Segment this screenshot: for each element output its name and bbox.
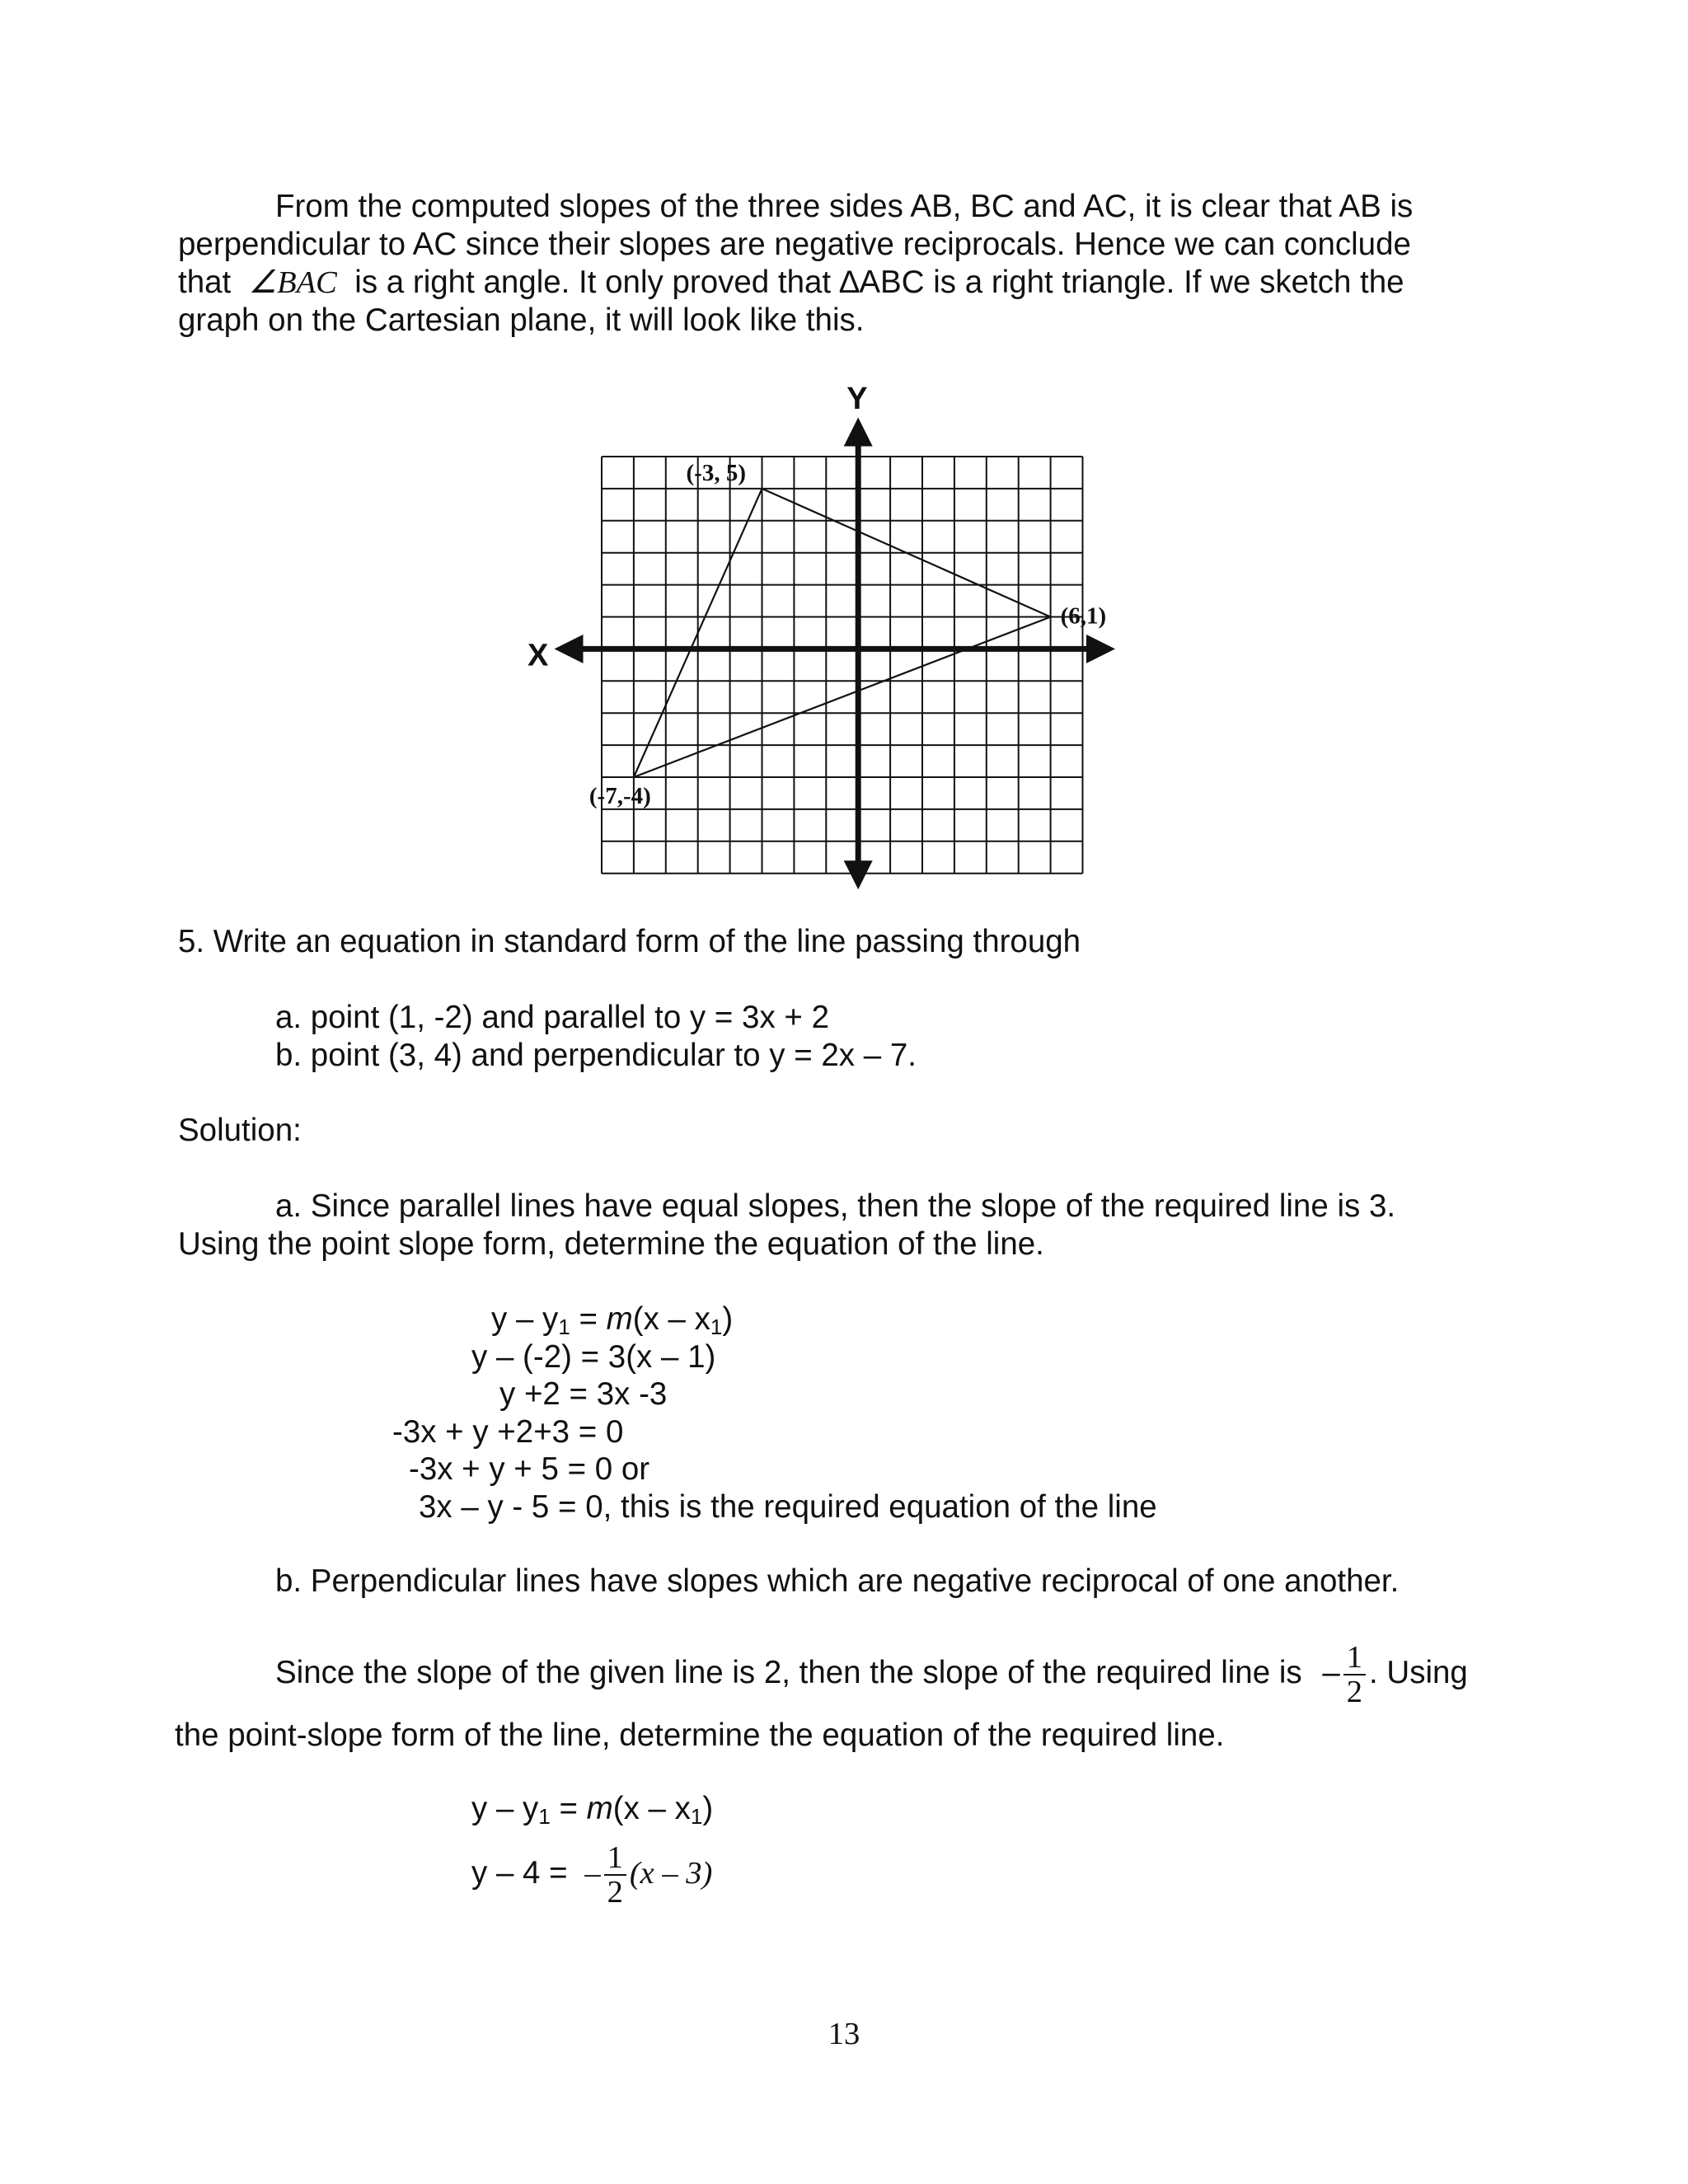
point-label: (-7,-4) [588,783,651,809]
problem-heading: 5. Write an equation in standard form of the line passing through [178,924,1081,959]
fraction-one-half [1343,1641,1366,1708]
x-axis-label: X [528,638,549,673]
subscript: 1 [710,1315,723,1339]
eq-a-1-close: ) [722,1301,734,1337]
eq-b-1-equals: = [550,1791,587,1826]
subscript: 1 [690,1804,703,1829]
negative-sign: – [584,1856,601,1891]
triangle [634,489,1051,777]
subscript: 1 [558,1315,570,1339]
problem-item-a: a. point (1, -2) and parallel to y = 3x + 2 [275,1000,830,1035]
negative-sign: – [1322,1655,1340,1690]
eq-a-4: -3x + y +2+3 = 0 [392,1414,624,1450]
intro-line-4: graph on the Cartesian plane, it will look like this. [178,302,865,338]
eq-b-1-start: y – y [471,1791,539,1826]
eq-b-2 [471,1836,712,1910]
solution-b-line-2-end: . Using [1369,1655,1468,1690]
point-labels [589,460,1106,809]
solution-b-line-2-start: Since the slope of the given line is 2, then the slope of the required line is [275,1655,1302,1690]
grid-lines [602,457,1083,874]
cartesian-graph [495,371,1154,898]
solution-a-paragraph [178,1188,1510,1263]
eq-a-1-start: y – y [491,1301,559,1337]
fraction-numerator: 1 [604,1841,626,1876]
eq-a-2: y – (-2) = 3(x – 1) [471,1339,716,1375]
intro-line-3-end: is a right angle. It only proved that ∆ABC is a right triangle. If we sketch the [354,265,1404,300]
subscript: 1 [538,1804,551,1829]
solution-b-line-3: the point-slope form of the line, determine the equation of the required line. [175,1718,1225,1753]
angle-bac: ∠BAC [248,265,337,300]
intro-line-2: perpendicular to AC since their slopes are negative reciprocals. Hence we can conclude [178,227,1411,262]
eq-b-2-paren: (x – 3) [629,1856,713,1891]
eq-b-1 [471,1790,713,1835]
eq-a-1-equals: = [570,1301,607,1337]
solution-b-line-2 [275,1639,1468,1709]
intro-line-3 [178,264,1510,302]
eq-b-2-start: y – 4 = [471,1855,568,1891]
page-number: 13 [828,2017,860,2051]
slope-m: m [606,1301,633,1337]
triangle-side [634,617,1051,778]
solution-a-line-1: a. Since parallel lines have equal slopes, then the slope of the required line is 3. [275,1188,1396,1224]
eq-a-6: 3x – y - 5 = 0, this is the required equation of the line [419,1489,1157,1525]
slope-m: m [586,1791,613,1826]
eq-a-1-paren: (x – x [632,1301,710,1337]
eq-a-5: -3x + y + 5 = 0 or [409,1451,650,1487]
eq-b-1-close: ) [702,1791,714,1826]
y-axis-label: Y [846,382,868,416]
solution-a-line-2: Using the point slope form, determine the equation of the line. [178,1226,1044,1262]
fraction-denominator: 2 [1346,1674,1363,1709]
intro-paragraph [178,188,1510,340]
fraction-denominator: 2 [607,1874,623,1910]
point-label: (-3, 5) [686,459,746,486]
eq-a-3: y +2 = 3x -3 [499,1376,668,1412]
problem-item-b: b. point (3, 4) and perpendicular to y = 2x – 7. [275,1038,917,1073]
fraction-numerator: 1 [1343,1641,1366,1675]
intro-line-1: From the computed slopes of the three sides AB, BC and AC, it is clear that AB is [275,189,1414,224]
solution-b-line-1: b. Perpendicular lines have slopes which are negative reciprocal of one another. [275,1563,1400,1599]
eq-b-1-paren: (x – x [612,1791,691,1826]
fraction-one-half [604,1841,626,1909]
solution-label: Solution: [178,1113,302,1148]
point-label: (6,1) [1060,602,1107,630]
intro-line-3-start: that [178,265,232,300]
